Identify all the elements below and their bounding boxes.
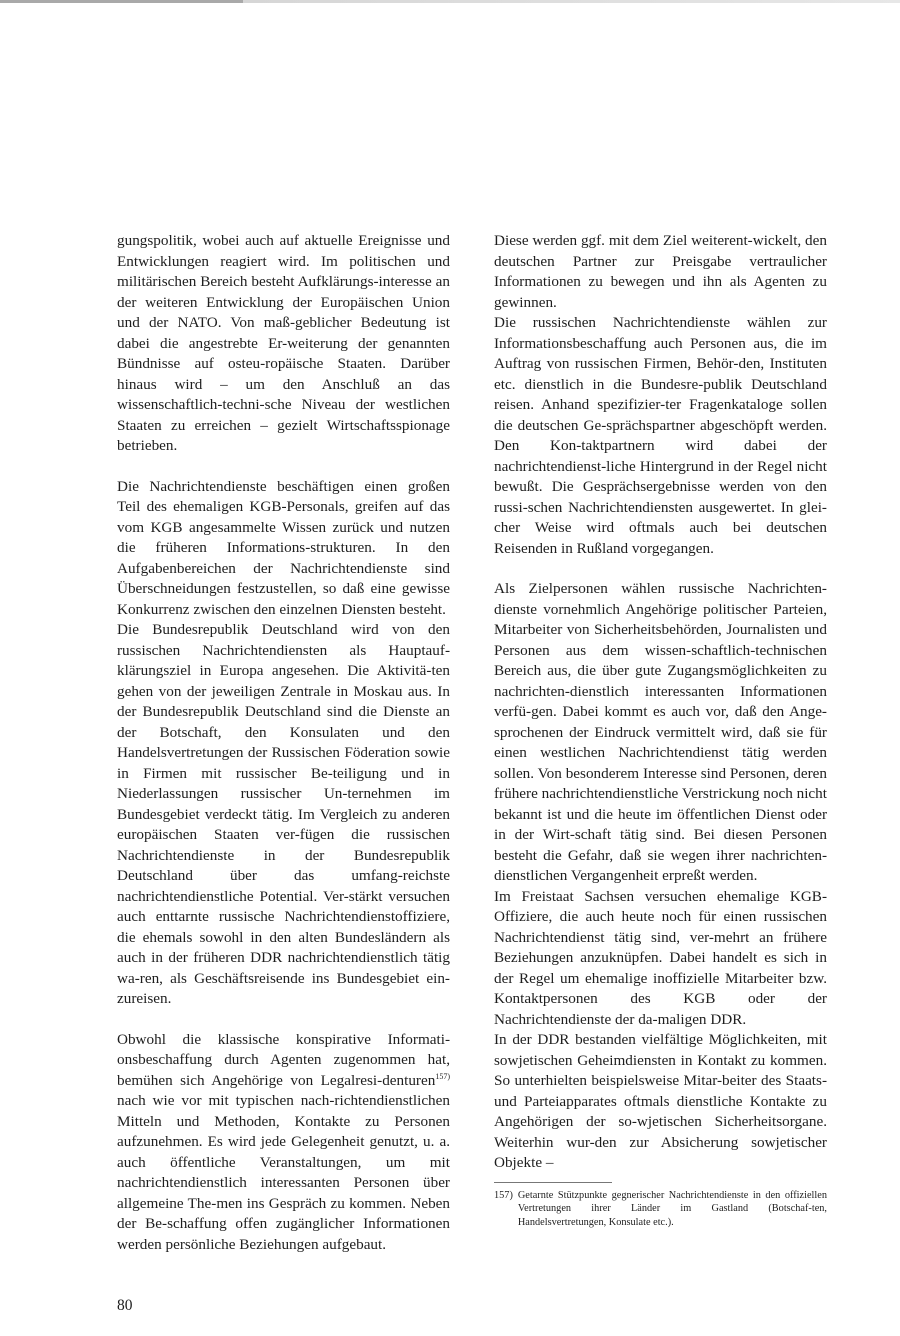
footnote-number: 157) [494, 1189, 513, 1201]
scan-edge [0, 0, 900, 3]
left-paragraph-4-end: nach wie vor mit typischen nach-richtendienstlichen Mitteln und Methoden, Kontakte zu Personen aufzunehmen. Es wird jede Gelegenheit genutzt, u. a. auch öffentliche Veranstaltungen, um mit nachrichtendienstlich interessanten Personen über allgemeine The-men ins Gespräch zu kommen. Neben der Be-schaffung offen zugänglicher Informationen werden persönliche Beziehungen aufgebaut. [117, 1092, 450, 1253]
left-paragraph-1: gungspolitik, wobei auch auf aktuelle Ereignisse und Entwicklungen reagiert wird. Im politischen und militärischen Bereich besteht Aufklärungs-interesse an der weiteren Entwicklung der Europäischen Union und der NATO. Von maß-geblicher Bedeutung ist dabei die angestrebte Er-weiterung der genannten Bündnisse auf osteu-ropäische Staaten. Darüber hinaus wird – um den Anschluß an das wissenschaftlich-techni-sche Niveau der westlichen Staaten zu erreichen – gezielt Wirtschaftsspionage betrieben. [117, 232, 450, 454]
left-paragraph-4 [117, 1030, 450, 1256]
page-number: 80 [117, 1297, 133, 1314]
footnote-reference: 157) [435, 1071, 450, 1081]
left-paragraph-3: Die Bundesrepublik Deutschland wird von den russischen Nachrichtendiensten als Hauptauf-klärungsziel in Europa angesehen. Die Aktivitä-ten gehen von der jeweiligen Zentrale in Moskau aus. In der Bundesrepublik Deutschland sind die Dienste an der Botschaft, den Konsulaten und den Handelsvertretungen der Russischen Föderation sowie in Firmen mit russischer Be-teiligung und in Niederlassungen russischer Un-ternehmen im Bundesgebiet verdeckt tätig. Im Vergleich zu anderen europäischen Staaten ver-fügen die russischen Nachrichtendienste in der Bundesrepublik Deutschland über das umfang-reichste nachrichtendienstliche Potential. Ver-stärkt versuchen auch enttarnte russische Nachrichtendienstoffiziere, die ehemals sowohl in den alten Bundesländern als auch in der früheren DDR nachrichtendienstlich tätig wa-ren, als Geschäftsreisende ins Bundesgebiet ein-zureisen. [117, 621, 450, 1007]
right-paragraph-1: Diese werden ggf. mit dem Ziel weiterent-wickelt, den deutschen Partner zur Preisgabe vertraulicher Informationen zu bewegen und ihn als Agenten zu gewinnen. [494, 232, 827, 311]
right-paragraph-5: In der DDR bestanden vielfältige Möglichkeiten, mit sowjetischen Geheimdiensten in Kontakt zu kommen. So unterhielten beispielsweise Mitar-beiter des Staats- und Parteiapparates oftmals dienstliche Kontakte zu Angehörigen der so-wjetischen Sicherheitsorgane. Weiterhin wur-den zur Absicherung sowjetischer Objekte – [494, 1031, 827, 1171]
left-paragraph-2: Die Nachrichtendienste beschäftigen einen großen Teil des ehemaligen KGB-Personals, greifen auf das vom KGB angesammelte Wissen zurück und nutzen die früheren Informations-strukturen. In den Aufgabenbereichen der Nachrichtendienste sind Überschneidungen festzustellen, so daß eine gewisse Konkurrenz zwischen den einzelnen Diensten besteht. [117, 477, 450, 618]
right-paragraph-3: Als Zielpersonen wählen russische Nachrichten-dienste vornehmlich Angehörige politischer Parteien, Mitarbeiter von Sicherheitsbehörden, Journalisten und Personen aus dem wissen-schaftlich-technischen Bereich aus, die über gute Zugangsmöglichkeiten zu nachrichten-dienstlich interessanten Informationen verfü-gen. Dabei kommt es auch vor, daß den Ange-sprochenen der Eindruck vermittelt wird, daß sie für einen westlichen Nachrichtendienst tätig werden sollen. Von besonderem Interesse sind Personen, deren frühere nachrichtendienstliche Verstrickung noch nicht bekannt ist und die heute im öffentlichen Dienst oder in der Wirt-schaft tätig sind. Bei diesen Personen besteht die Gefahr, daß sie wegen ihrer nachrichten-dienstlichen Vergangenheit erpreßt werden. [494, 580, 827, 884]
footnote-text: Getarnte Stützpunkte gegnerischer Nachrichtendienste in den offiziellen Vertretungen ihrer Länder im Gastland (Botschaf-ten, Handelsvertretungen, Konsulate etc.). [517, 1189, 827, 1228]
right-paragraph-4: Im Freistaat Sachsen versuchen ehemalige KGB-Offiziere, die auch heute noch für einen russischen Nachrichtendienst tätig sind, ver-mehrt an frühere Beziehungen anzuknüpfen. Dabei handelt es sich in der Regel um ehemalige inoffizielle Mitarbeiter bzw. Kontaktpersonen des KGB oder der Nachrichtendienste der da-maligen DDR. [494, 887, 827, 1028]
right-column [494, 231, 827, 1229]
left-column [117, 231, 450, 1255]
footnote [494, 1189, 827, 1230]
left-paragraph-4-start: Obwohl die klassische konspirative Informati-onsbeschaffung durch Agenten zugenommen hat, bemühen sich Angehörige von Legalresi-denturen [117, 1030, 450, 1089]
right-paragraph-2: Die russischen Nachrichtendienste wählen zur Informationsbeschaffung auch Personen aus, die im Auftrag von russischen Firmen, Behör-den, Instituten etc. dienstlich in die Bundesre-publik Deutschland reisen. Anhand spezifizier-ter Fragenkataloge sollen die deutschen Ge-sprächspartner abgeschöpft werden. Den Kon-taktpartnern wird dabei der nachrichtendienst-liche Hintergrund in der Regel nicht bewußt. Die Gesprächsergebnisse werden von den russi-schen Nachrichtendiensten ausgewertet. In glei-cher Weise wird oftmals auch bei deutschen Reisenden in Rußland vorgegangen. [494, 314, 827, 557]
footnote-rule [494, 1182, 612, 1183]
